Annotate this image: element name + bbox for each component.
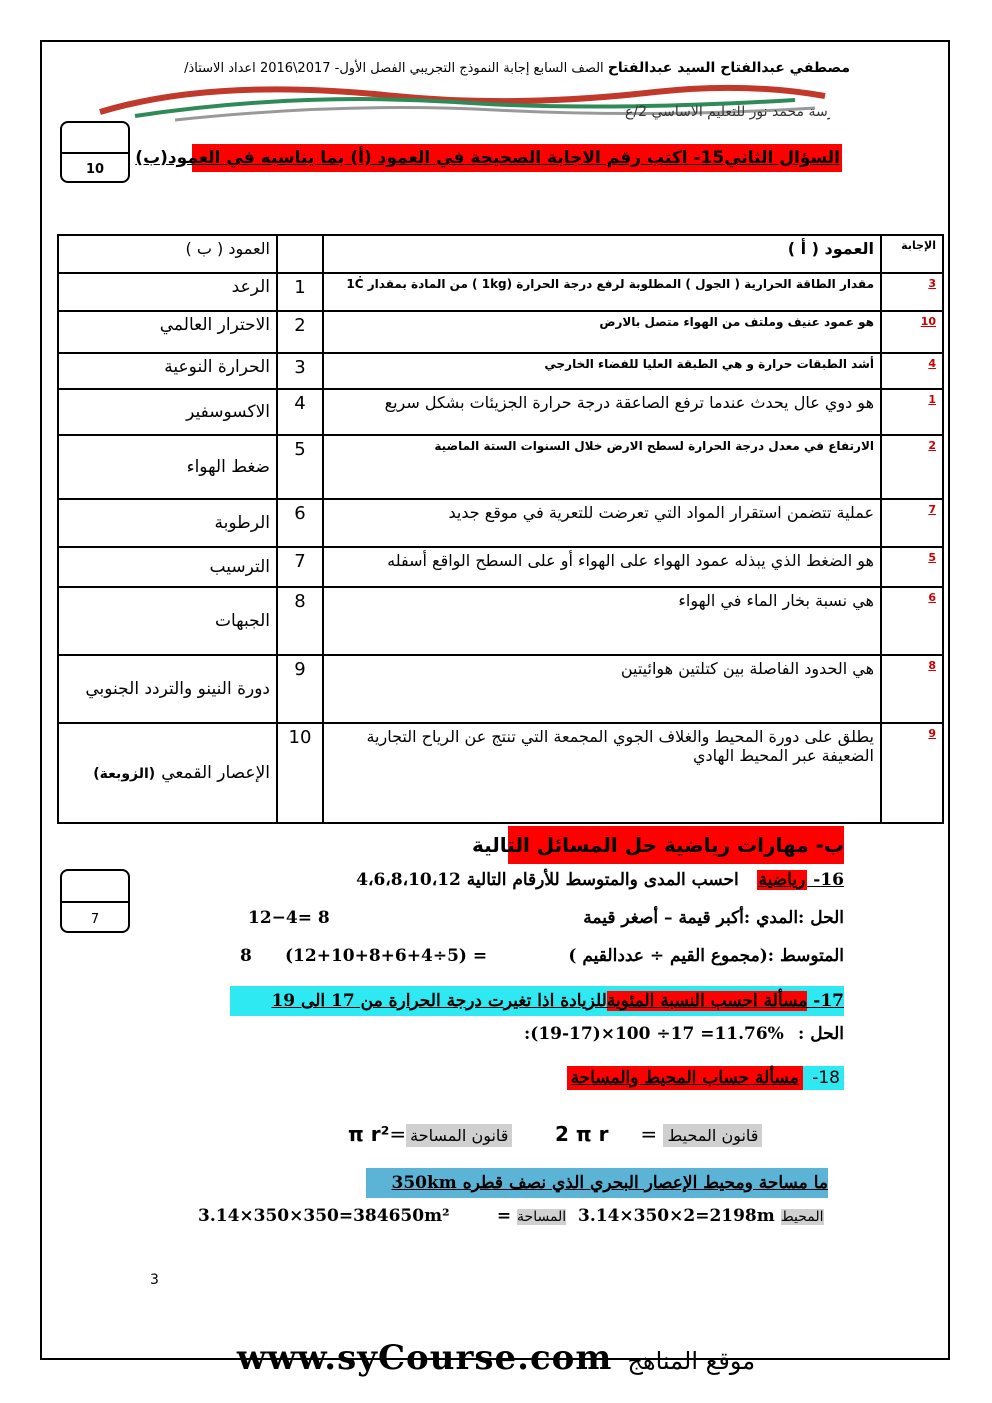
question-15-title: السؤال الثاني15- اكتب رقم الاجابة الصحيحة في العمود (أ) بما يناسبه في العمود(ب) bbox=[192, 144, 842, 172]
answer-cell: 10 bbox=[881, 311, 943, 353]
score-value-2: 7 bbox=[90, 912, 100, 927]
table-row bbox=[58, 311, 943, 353]
table-header-row bbox=[58, 235, 943, 273]
column-b-cell bbox=[58, 273, 277, 311]
table-row bbox=[58, 353, 943, 389]
table-row bbox=[58, 389, 943, 435]
item-number: 1 bbox=[277, 273, 323, 311]
answer-header: الإجابة bbox=[881, 235, 943, 273]
question-16: 16- رياضية احسب المدى والمتوسط للأرقام التالية 4،6،8،10،12 bbox=[356, 870, 844, 890]
question-17: 17- مسألة احسب النسبة المئويةللزيادة اذا تغيرت درجة الحرارة من 17 الى 19 bbox=[230, 986, 844, 1016]
column-b-extra: (الزوبعة) bbox=[93, 766, 156, 782]
table-row bbox=[58, 499, 943, 547]
item-number: 4 bbox=[277, 389, 323, 435]
table-row bbox=[58, 723, 943, 823]
item-number: 5 bbox=[277, 435, 323, 499]
question-17-solution: الحل : bbox=[798, 1024, 844, 1044]
answer-cell: 2 bbox=[881, 435, 943, 499]
answer-cell: 3 bbox=[881, 273, 943, 311]
answer-cell: 1 bbox=[881, 389, 943, 435]
column-b-cell bbox=[58, 655, 277, 723]
column-b-text: الاكسوسفير bbox=[186, 402, 270, 422]
section-b-title: ب- مهارات رياضية حل المسائل التالية bbox=[508, 826, 844, 864]
column-b-cell bbox=[58, 389, 277, 435]
table-row bbox=[58, 435, 943, 499]
page-number: 3 bbox=[150, 1272, 159, 1288]
question-17-expression: :(19-17)×100 ÷17 =11.76% bbox=[524, 1024, 784, 1044]
school-logo bbox=[95, 82, 830, 122]
item-number: 7 bbox=[277, 547, 323, 587]
perimeter-calculation: 3.14×350×2=2198m المحيط bbox=[578, 1206, 824, 1226]
column-b-cell bbox=[58, 311, 277, 353]
matching-table bbox=[57, 234, 944, 824]
column-a-cell: هو الضغط الذي يبذله عمود الهواء على الهواء أو على السطح الواقع أسفله bbox=[323, 547, 881, 587]
column-b-cell bbox=[58, 587, 277, 655]
mean-value: 8 bbox=[240, 946, 252, 966]
school-name: مدرسة محمد نور للتعليم الاساسي 2/ع bbox=[625, 104, 830, 120]
item-number: 2 bbox=[277, 311, 323, 353]
column-b-text: الإعصار القمعي bbox=[161, 763, 270, 783]
range-value: 12−4= 8 bbox=[248, 908, 330, 928]
item-number: 6 bbox=[277, 499, 323, 547]
circle-question: ما مساحة ومحيط الإعصار البحري الذي نصف قطره 350km bbox=[366, 1168, 828, 1198]
score-box-1 bbox=[60, 121, 130, 183]
table-row bbox=[58, 547, 943, 587]
mean-line: المتوسط :(مجموع القيم ÷ عددالقيم ) bbox=[568, 946, 844, 966]
item-number: 10 bbox=[277, 723, 323, 823]
column-a-header: العمود ( أ ) bbox=[323, 235, 881, 273]
perimeter-law: 2 π r = قانون المحيط bbox=[555, 1122, 762, 1146]
column-a-cell: الارتفاع في معدل درجة الحرارة لسطح الارض خلال السنوات الستة الماضية bbox=[323, 435, 881, 499]
column-b-header: العمود ( ب ) bbox=[58, 235, 277, 273]
footer-url[interactable]: www.syCourse.com bbox=[236, 1338, 613, 1378]
answer-cell: 9 bbox=[881, 723, 943, 823]
author-name: مصطفي عبدالفتاح السيد عبدالفتاح bbox=[607, 60, 850, 76]
area-law: π r²= قانون المساحة bbox=[348, 1122, 512, 1146]
score-value-1: 10 bbox=[85, 162, 105, 177]
column-b-cell bbox=[58, 547, 277, 587]
column-a-cell: أشد الطبقات حرارة و هي الطبقة العليا للفضاء الخارجي bbox=[323, 353, 881, 389]
table-row bbox=[58, 655, 943, 723]
page-header bbox=[160, 60, 850, 76]
footer-site: موقع المناهج bbox=[627, 1347, 756, 1375]
column-a-cell: عملية تتضمن استقرار المواد التي تعرضت للتعرية في موقع جديد bbox=[323, 499, 881, 547]
table-row bbox=[58, 587, 943, 655]
column-b-cell bbox=[58, 723, 277, 823]
column-b-text: الترسيب bbox=[209, 557, 270, 577]
column-b-cell bbox=[58, 499, 277, 547]
column-b-text: دورة النينو والتردد الجنوبي bbox=[85, 679, 270, 699]
table-row bbox=[58, 273, 943, 311]
column-a-cell: هي الحدود الفاصلة بين كتلتين هوائيتين bbox=[323, 655, 881, 723]
column-b-text: الحرارة النوعية bbox=[164, 357, 270, 377]
column-b-cell bbox=[58, 353, 277, 389]
column-b-text: الرطوبة bbox=[214, 513, 270, 533]
answer-cell: 6 bbox=[881, 587, 943, 655]
column-a-cell: هي نسبة بخار الماء في الهواء bbox=[323, 587, 881, 655]
column-b-text: الرعد bbox=[231, 277, 270, 297]
answer-cell: 7 bbox=[881, 499, 943, 547]
item-number: 9 bbox=[277, 655, 323, 723]
area-calculation: 3.14×350×350=384650m² = المساحة bbox=[198, 1206, 567, 1226]
score-box-2 bbox=[60, 869, 130, 933]
item-number: 3 bbox=[277, 353, 323, 389]
answer-cell: 8 bbox=[881, 655, 943, 723]
column-a-cell: يطلق على دورة المحيط والغلاف الجوي المجمعة التي تنتج عن الرياح التجارية الضعيفة عبر المحيط الهادي bbox=[323, 723, 881, 823]
column-a-cell: هو دوي عال يحدث عندما ترفع الصاعقة درجة حرارة الجزيئات بشكل سريع bbox=[323, 389, 881, 435]
mean-expression: (12+10+8+6+4÷5) = bbox=[285, 946, 488, 966]
header-line: الصف السابع إجابة النموذج التجريبي الفصل الأول- 2017\2016 اعداد الاستاذ/ bbox=[184, 61, 604, 76]
column-a-cell: مقدار الطاقة الحرارية ( الجول ) المطلوبة لرفع درجة الحرارة (1kg ) من المادة بمقدار 1Ċ bbox=[323, 273, 881, 311]
item-number: 8 bbox=[277, 587, 323, 655]
column-b-cell bbox=[58, 435, 277, 499]
answer-cell: 4 bbox=[881, 353, 943, 389]
answer-cell: 5 bbox=[881, 547, 943, 587]
column-b-text: ضغط الهواء bbox=[186, 457, 270, 477]
range-line: الحل :المدي :أكبر قيمة – أصغر قيمة bbox=[583, 908, 844, 928]
column-a-cell: هو عمود عنيف وملتف من الهواء متصل بالارض bbox=[323, 311, 881, 353]
column-b-text: الجبهات bbox=[214, 611, 270, 631]
question-18: 18- مسألة حساب المحيط والمساحة bbox=[556, 1062, 844, 1094]
column-b-text: الاحترار العالمي bbox=[159, 315, 270, 335]
footer bbox=[0, 1338, 992, 1378]
